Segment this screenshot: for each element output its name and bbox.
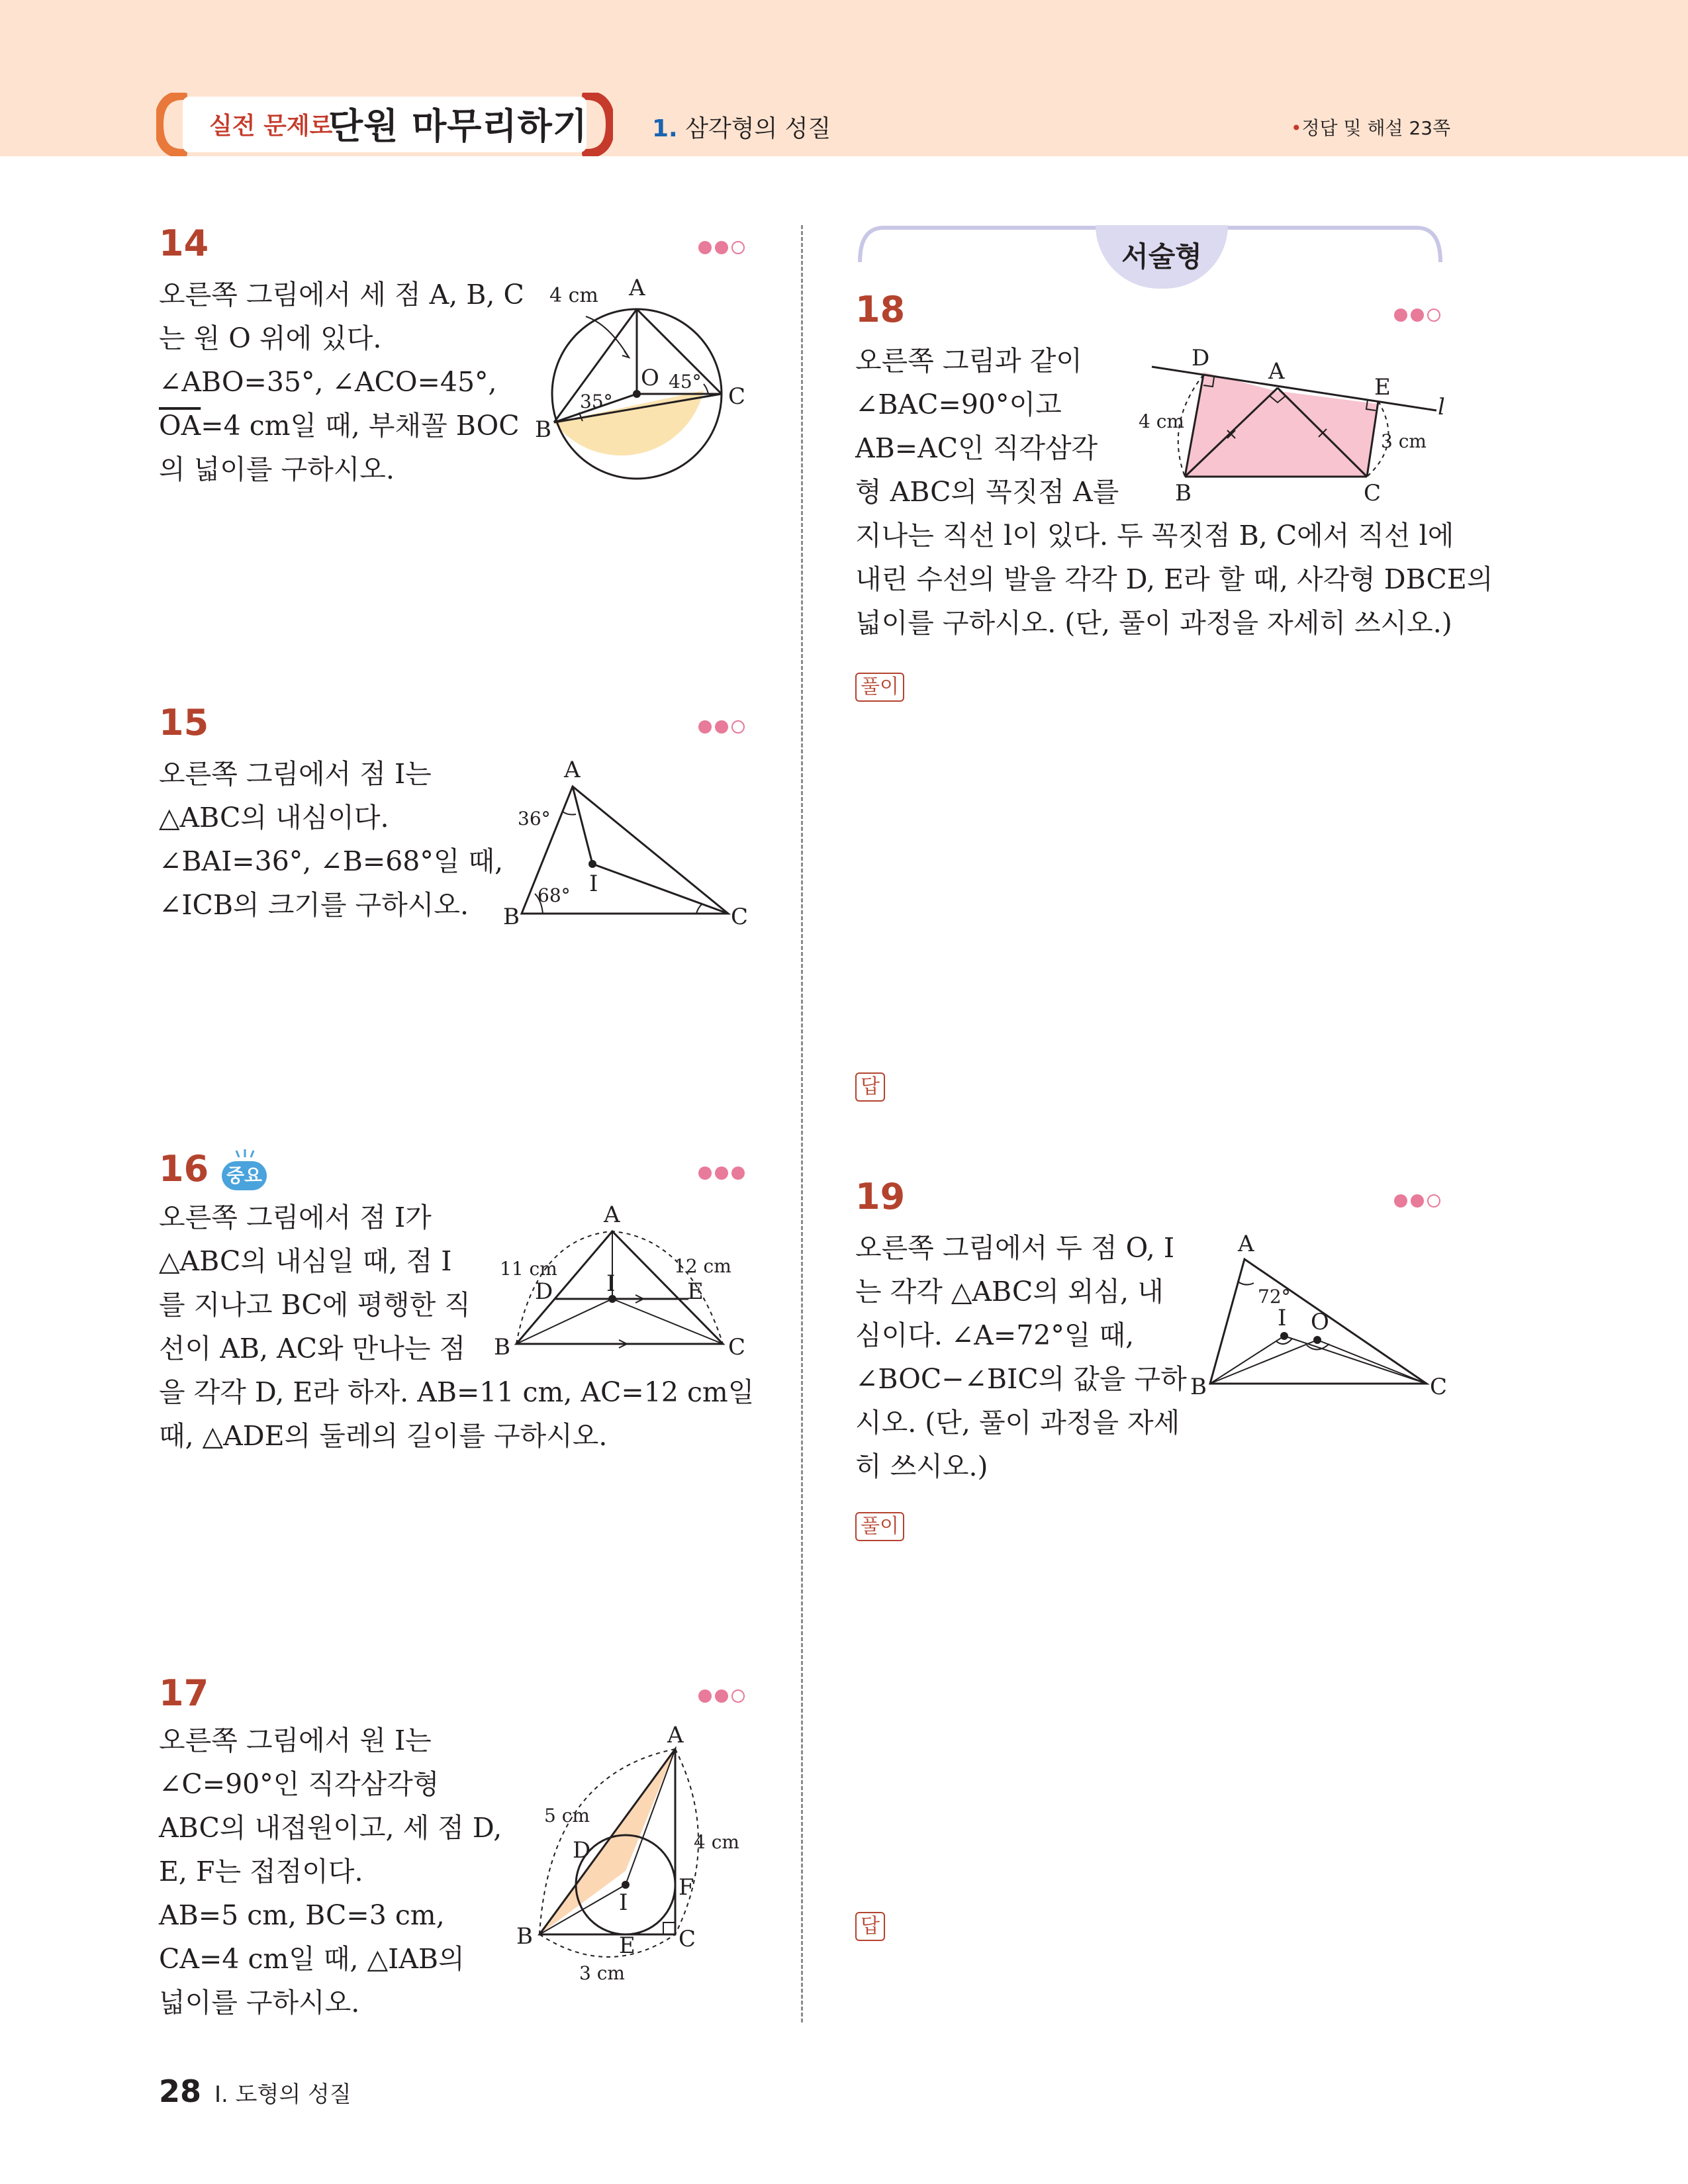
svg-text:3 cm: 3 cm xyxy=(579,1962,625,1984)
svg-text:A: A xyxy=(604,1202,620,1228)
svg-text:68°: 68° xyxy=(538,884,571,906)
question-text-19: 오른쪽 그림에서 두 점 O, I 는 각각 △ABC의 외심, 내 심이다. ∠A=72°일 때, ∠BOC−∠BIC의 값을 구하 시오. (단, 풀이 과정을 자세 히 쓰시오.) xyxy=(855,1232,1187,1482)
svg-text:D: D xyxy=(1192,345,1210,371)
answer-reference: •정답 및 해설 23쪽 xyxy=(1291,117,1451,139)
svg-text:E: E xyxy=(687,1278,704,1305)
svg-text:12 cm: 12 cm xyxy=(674,1255,731,1277)
figure-15 xyxy=(503,755,755,933)
svg-text:C: C xyxy=(731,904,749,930)
difficulty-18 xyxy=(1394,309,1444,323)
question-number-15: 15 xyxy=(159,702,209,743)
question-number-14: 14 xyxy=(159,222,209,264)
figure-18 xyxy=(1139,344,1450,510)
title-small: 실전 문제로 xyxy=(209,113,333,140)
svg-text:B: B xyxy=(535,416,551,443)
figure-19 xyxy=(1185,1225,1450,1397)
svg-text:I: I xyxy=(606,1270,616,1297)
svg-text:l: l xyxy=(1438,394,1445,420)
svg-text:B: B xyxy=(1175,480,1192,506)
question-text-17: 오른쪽 그림에서 원 I는 ∠C=90°인 직각삼각형 ABC의 내접원이고, 세 점 D, E, F는 접점이다. AB=5 cm, BC=3 cm, CA=4 cm일 때, △IAB의 넓이를 구하시오. xyxy=(159,1725,502,2018)
page-number: 28 xyxy=(159,2073,202,2109)
svg-text:F: F xyxy=(679,1874,694,1901)
svg-text:45°: 45° xyxy=(669,371,702,393)
chapter-heading xyxy=(652,110,831,144)
svg-text:A: A xyxy=(564,757,581,783)
figure-14 xyxy=(530,271,755,490)
svg-text:A: A xyxy=(1238,1231,1254,1257)
svg-text:C: C xyxy=(1430,1374,1448,1397)
svg-text:E: E xyxy=(619,1932,635,1959)
svg-text:72°: 72° xyxy=(1258,1286,1291,1307)
svg-text:B: B xyxy=(503,904,520,930)
figure-17 xyxy=(510,1721,755,1999)
question-text-18: 오른쪽 그림과 같이 ∠BAC=90°이고 AB=AC인 직각삼각 형 ABC의 꼭짓점 A를 지나는 직선 l이 있다. 두 꼭짓점 B, C에서 직선 l에 내린 수선의 발을 각각 D, E라 할 때, 사각형 DBCE의 넓이를 구하시오. (단, 풀이 과정을 자세히 쓰시오.) xyxy=(855,345,1493,639)
svg-text:E: E xyxy=(1374,374,1391,401)
svg-text:I: I xyxy=(1278,1305,1287,1331)
difficulty-14 xyxy=(698,241,749,256)
svg-text:4 cm: 4 cm xyxy=(1139,410,1184,432)
svg-text:A: A xyxy=(629,275,645,301)
page-footer xyxy=(159,2073,352,2109)
svg-text:D: D xyxy=(535,1278,553,1305)
question-number-17: 17 xyxy=(159,1672,209,1714)
title-big: 단원 마무리하기 xyxy=(328,105,588,147)
svg-text:B: B xyxy=(1190,1374,1207,1397)
question-number-16: 16 xyxy=(159,1148,209,1190)
svg-text:B: B xyxy=(494,1334,510,1360)
svg-text:A: A xyxy=(1268,358,1285,385)
svg-text:O: O xyxy=(1311,1309,1329,1335)
svg-text:D: D xyxy=(573,1837,591,1864)
difficulty-17 xyxy=(698,1689,749,1704)
svg-text:35°: 35° xyxy=(580,391,613,412)
question-number-19: 19 xyxy=(855,1176,906,1217)
important-badge: 중요 xyxy=(222,1152,268,1188)
svg-text:A: A xyxy=(667,1722,684,1748)
difficulty-15 xyxy=(698,720,749,735)
svg-text:4 cm: 4 cm xyxy=(694,1831,739,1853)
svg-text:O: O xyxy=(641,365,659,391)
question-text-14: 오른쪽 그림에서 세 점 A, B, C 는 원 O 위에 있다. ∠ABO=35°, ∠ACO=45°, $\overline{OA}=4$ cm일 때, 부채꼴 BOC 의 넓이를 구하시오. xyxy=(159,279,524,485)
svg-text:5 cm: 5 cm xyxy=(544,1805,590,1827)
svg-text:3 cm: 3 cm xyxy=(1381,430,1427,452)
fig14-len: 4 cm xyxy=(549,284,598,307)
figure-16 xyxy=(490,1198,755,1364)
svg-text:I: I xyxy=(619,1889,628,1916)
svg-text:C: C xyxy=(728,383,746,410)
chapter-title: 삼각형의 성질 xyxy=(685,115,831,142)
solution-tag-19: 풀이 xyxy=(855,1512,904,1541)
answer-tag-19: 답 xyxy=(855,1912,885,1941)
section-title xyxy=(156,93,613,156)
answer-tag-18: 답 xyxy=(855,1072,885,1102)
column-divider xyxy=(801,225,803,2022)
svg-text:36°: 36° xyxy=(518,808,551,830)
chapter-number: 1. xyxy=(652,115,678,142)
question-text-15: 오른쪽 그림에서 점 I는 △ABC의 내심이다. ∠BAI=36°, ∠B=68°일 때, ∠ICB의 크기를 구하시오. xyxy=(159,758,504,921)
svg-text:C: C xyxy=(679,1926,696,1952)
section-header-descriptive: 서술형 xyxy=(857,225,1443,298)
question-text-16: 오른쪽 그림에서 점 I가 △ABC의 내심일 때, 점 I 를 지나고 BC에 평행한 직 선이 AB, AC와 만나는 점 을 각각 D, E라 하자. AB=11 cm, AC=12 cm일 때, △ADE의 둘레의 길이를 구하시오. xyxy=(159,1202,755,1452)
svg-text:C: C xyxy=(728,1334,746,1360)
difficulty-16 xyxy=(698,1166,749,1181)
question-number-18: 18 xyxy=(855,289,906,330)
difficulty-19 xyxy=(1394,1194,1444,1209)
footer-chapter: I. 도형의 성질 xyxy=(214,2081,352,2108)
svg-text:B: B xyxy=(516,1923,533,1950)
svg-text:I: I xyxy=(589,871,598,897)
solution-tag-18: 풀이 xyxy=(855,673,904,702)
svg-text:C: C xyxy=(1364,480,1382,506)
svg-text:11 cm: 11 cm xyxy=(500,1258,557,1280)
